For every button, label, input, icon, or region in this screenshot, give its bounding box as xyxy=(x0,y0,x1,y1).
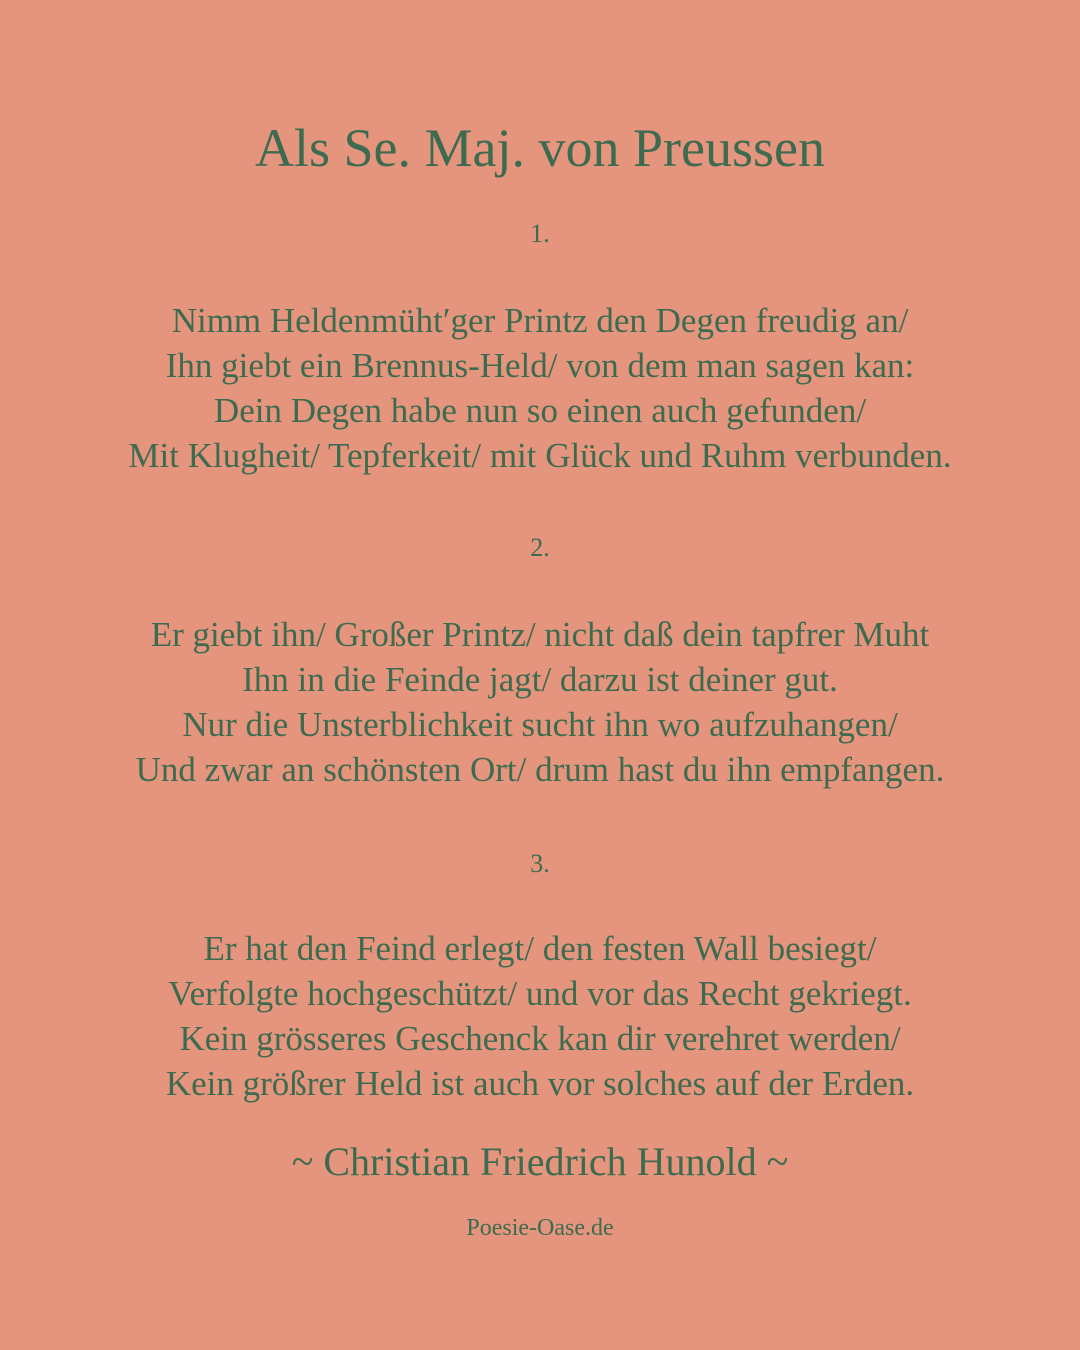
verse-line: Dein Degen habe nun so einen auch gefunden/ xyxy=(213,391,867,430)
verse-line: Mit Klugheit/ Tepferkeit/ mit Glück und Ruhm verbunden. xyxy=(128,436,952,475)
website-credit: Poesie-Oase.de xyxy=(466,1215,614,1241)
verse-line: Kein größrer Held ist auch vor solches auf der Erden. xyxy=(165,1064,915,1103)
poem-author: ~ Christian Friedrich Hunold ~ xyxy=(291,1139,789,1184)
verse-line: Er giebt ihn/ Großer Printz/ nicht daß dein tapfrer Muht xyxy=(150,615,930,654)
verse-line: Verfolgte hochgeschützt/ und vor das Recht gekriegt. xyxy=(168,974,912,1013)
verse-line: Nur die Unsterblichkeit sucht ihn wo aufzuhangen/ xyxy=(182,705,898,744)
verse-line: Ihn giebt ein Brennus-Held/ von dem man sagen kan: xyxy=(165,346,915,385)
stanza-number-1: 1. xyxy=(530,219,550,248)
verse-line: Nimm Heldenmüht′ger Printz den Degen freudig an/ xyxy=(171,301,909,340)
verse-line: Kein grösseres Geschenck kan dir verehret werden/ xyxy=(179,1019,901,1058)
verse-line: Und zwar an schönsten Ort/ drum hast du ihn empfangen. xyxy=(135,750,945,789)
stanza-2 xyxy=(0,612,1080,792)
stanza-1 xyxy=(0,298,1080,478)
poem-title: Als Se. Maj. von Preussen xyxy=(255,118,825,178)
stanza-number-2: 2. xyxy=(530,533,550,562)
verse-line: Er hat den Feind erlegt/ den festen Wall besiegt/ xyxy=(203,929,877,968)
verse-line: Ihn in die Feinde jagt/ darzu ist deiner gut. xyxy=(242,660,838,699)
stanza-3 xyxy=(0,926,1080,1106)
stanza-number-3: 3. xyxy=(530,849,550,878)
